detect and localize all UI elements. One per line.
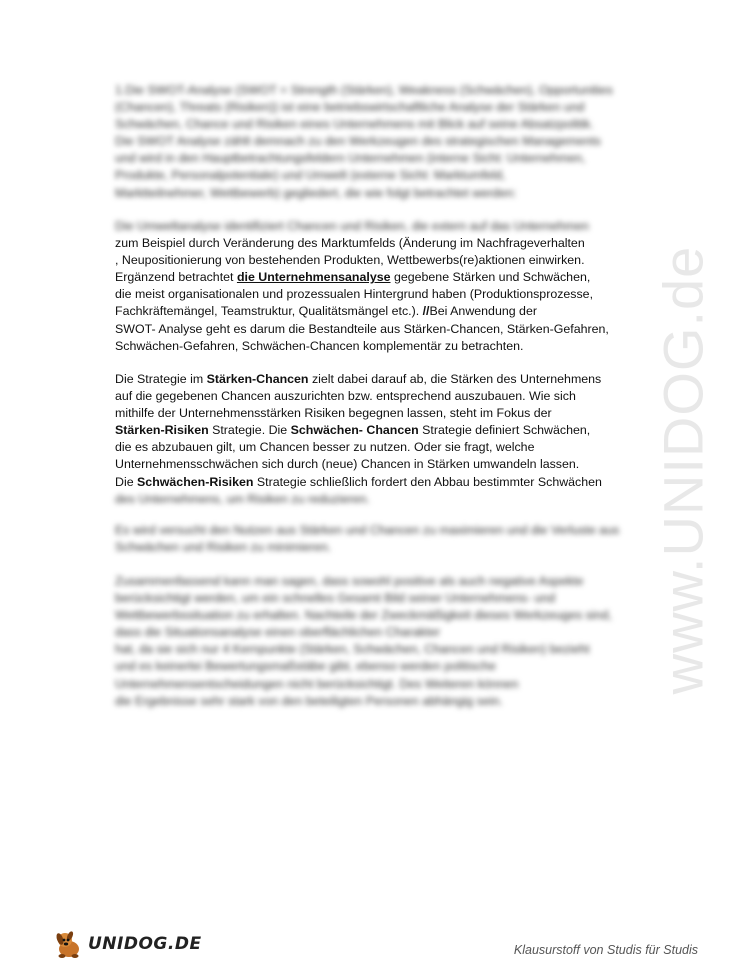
emphasis-unternehmensanalyse: die Unternehmensanalyse bbox=[236, 270, 391, 285]
emphasis-schwaechen-risiken: Schwächen-Risiken bbox=[137, 474, 254, 489]
text-line: des Unternehmens, um Risiken zu reduzieren. bbox=[115, 491, 370, 506]
text-line: die meist organisationalen und prozessualen Hintergrund haben (Produktionsprozesse, bbox=[115, 287, 594, 302]
text-line: (Chancen), Threats (Risiken)) ist eine betriebswirtschaftliche Analyse der Stärken und bbox=[115, 100, 585, 115]
strategy-paragraph bbox=[115, 371, 635, 508]
unidog-logo bbox=[52, 927, 202, 961]
text-line: berücksichtigt werden, um ein schnelles Gesamt Bild seiner Unternehmens- und bbox=[115, 591, 556, 606]
text-line: 1.Die SWOT-Analyse (SWOT = Strength (Stärken), Weakness (Schwächen), Opportunities bbox=[115, 83, 613, 97]
text-line: Wettbewerbssituation zu erhalten. Nachteile der Zweckmäßigkeit dieses Werkzeuges sind, bbox=[115, 608, 612, 623]
text-line: Die Strategie im Stärken-Chancen zielt dabei darauf ab, die Stärken des Unternehmens bbox=[115, 372, 602, 386]
dog-icon bbox=[52, 927, 86, 961]
text-line: auf die gegebenen Chancen auszurichten bzw. entsprechend auszubauen. Wie sich bbox=[115, 389, 576, 404]
text-line: Fachkräftemängel, Teamstruktur, Qualitätsmängel etc.). //Bei Anwendung der bbox=[115, 304, 537, 319]
emphasis-schwaechen-chancen: Schwächen- Chancen bbox=[290, 423, 419, 438]
text-line: , Neupositionierung von bestehenden Produkten, Wettbewerbs(re)aktionen einwirken. bbox=[115, 253, 585, 268]
text-line: und es keinerlei Bewertungsmaßstäbe gibt, ebenso werden politische bbox=[115, 659, 496, 674]
text-line: Schwächen, Chance und Risiken eines Unternehmens mit Blick auf seine Absatzpolitik. bbox=[115, 117, 594, 132]
text-line: Schwächen und Risiken zu minimieren. bbox=[115, 540, 332, 555]
summary-paragraph bbox=[115, 573, 635, 710]
goal-paragraph bbox=[115, 522, 635, 556]
text-line: Zusammenfassend kann man sagen, dass sowohl positive als auch negative Aspekte bbox=[115, 574, 584, 588]
emphasis-staerken-chancen: Stärken-Chancen bbox=[206, 372, 309, 386]
swot-intro-paragraph bbox=[115, 82, 635, 202]
text-line: zum Beispiel durch Veränderung des Marktumfelds (Änderung im Nachfrageverhalten bbox=[115, 236, 585, 251]
text-line: Unternehmensschwächen sich durch (neue) Chancen in Stärken umwandeln lassen. bbox=[115, 457, 580, 472]
text-line: Marktteilnehmer, Wettbewerb) gegliedert, die wie folgt betrachtet werden: bbox=[115, 185, 517, 200]
text-line: Schwächen-Gefahren, Schwächen-Chancen komplementär zu betrachten. bbox=[115, 338, 524, 353]
text-line: Die Umweltanalyse identifiziert Chancen und Risiken, die extern auf das Unternehmen bbox=[115, 219, 589, 233]
text-line: die Ergebnisse sehr stark von den beteiligten Personen abhängig sein. bbox=[115, 693, 503, 708]
text-line: und wird in den Hauptbetrachtungsfeldern Unternehmen (interne Sicht: Unternehmen, bbox=[115, 151, 586, 166]
logo-text: UNIDOG.DE bbox=[88, 934, 202, 954]
watermark: www.UNIDOG.de bbox=[651, 245, 715, 695]
text-line: Es wird versucht den Nutzen aus Stärken und Chancen zu maximieren und die Verluste aus bbox=[115, 523, 620, 537]
emphasis-staerken-risiken: Stärken-Risiken bbox=[115, 423, 209, 438]
text-line: mithilfe der Unternehmensstärken Risiken begegnen lassen, steht im Fokus der bbox=[115, 406, 552, 421]
text-line: Die Schwächen-Risiken Strategie schließlich fordert den Abbau bestimmter Schwächen bbox=[115, 474, 602, 489]
text-line: hat, da sie sich nur 4 Kernpunkte (Stärken, Schwächen, Chancen und Risiken) bezieht bbox=[115, 642, 590, 657]
text-line: Produkte, Personalpotentiale) und Umwelt (externe Sicht: Marktumfeld, bbox=[115, 168, 506, 183]
text-line: SWOT- Analyse geht es darum die Bestandteile aus Stärken-Chancen, Stärken-Gefahren, bbox=[115, 321, 609, 336]
footer-slogan: Klausurstoff von Studis für Studis bbox=[513, 943, 698, 957]
text-line: Stärken-Risiken Strategie. Die Schwächen- Chancen Strategie definiert Schwächen, bbox=[115, 423, 591, 438]
analysis-paragraph bbox=[115, 218, 635, 355]
text-line: Die SWOT Analyse zählt demnach zu den Werkzeugen des strategischen Managements bbox=[115, 134, 601, 149]
text-line: dass die Situationsanalyse einen oberflächlichen Charakter bbox=[115, 625, 441, 640]
text-line: Ergänzend betrachtet die Unternehmensanalyse gegebene Stärken und Schwächen, bbox=[115, 270, 591, 285]
text-line: Unternehmensentscheidungen nicht berücksichtigt. Des Weiteren können bbox=[115, 676, 519, 691]
text-line: die es abzubauen gilt, um Chancen besser zu nutzen. Oder sie fragt, welche bbox=[115, 440, 535, 455]
